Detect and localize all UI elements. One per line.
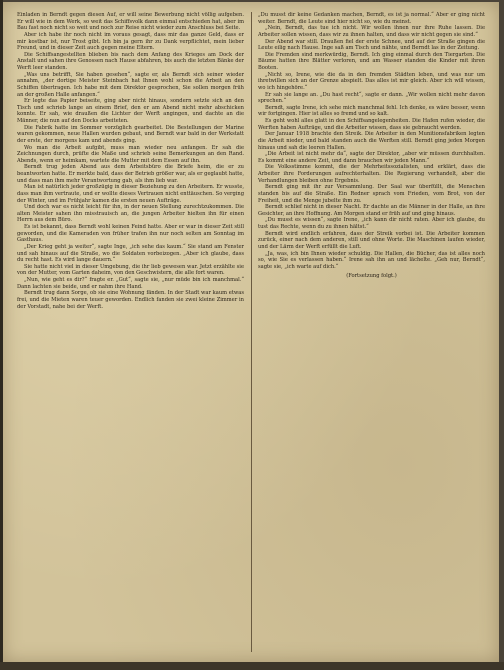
- paragraph: Er legte das Papier beiseite, ging aber nicht hinaus, sondern setzte sich an den Tisch und schrieb lange an einem Brief, den er am Abend nicht mehr abschicken konnte. Er sah, wie draußen die Lichter der Werft angingen, und dachte an die Männer, die nun auf den Docks arbeiteten.: [17, 98, 244, 124]
- paragraph: Man ist natürlich jeder großzügig in dieser Beziehung zu den Arbeitern. Er wusste, dass man ihm vertraute, und er wollte dieses Vertrauen nicht enttäuschen. So verging der Winter, und im Frühjahr kamen die ersten neuen Aufträge.: [17, 184, 244, 204]
- newspaper-page: [3, 2, 499, 662]
- page-bottom-edge: [0, 662, 504, 670]
- paragraph: Sie hatte nicht viel in dieser Umgebung, die ihr lieb gewesen war. Jetzt erzählte sie von der Mutter, vom Garten daheim, von den Geschwistern, die alle fort waren.: [17, 263, 244, 277]
- paragraph: Berndt trug dann Sorge, ob sie eine Wohnung fänden. In der Stadt war kaum etwas frei, und die Mieten waren teuer geworden. Endlich fanden sie zwei kleine Zimmer in der Vorstadt, nahe bei der Werft.: [17, 290, 244, 310]
- paragraph: Die Volksstimme kommt, die der Mehrheitssozialisten, und erklärt, dass die Arbeiter ihre Forderungen aufrechterhalten. Die Regierung verhandelt, aber die Verhandlungen bleiben ohne Ergebnis.: [258, 164, 485, 184]
- paragraph: „Nun, wie geht es dir?“ fragte er. „Gut“, sagte sie, „nur müde bin ich manchmal.“ Dann lachten sie beide, und er nahm ihre Hand.: [17, 277, 244, 290]
- paragraph: Wo man die Arbeit aufgibt, muss man wieder neu anfangen. Er sah die Zeichnungen durch, prüfte die Maße und schrieb seine Bemerkungen an den Rand. Abends, wenn er heimkam, wartete die Mutter mit dem Essen auf ihn.: [17, 144, 244, 164]
- paragraph: Berndt trug jeden Abend aus dem Arbeitsbüro die Briefe heim, die er zu beantworten hatte. Er merkte bald, dass der Betrieb größer war, als er geglaubt hatte, und dass man ihm mehr Verantwortung gab, als ihm lieb war.: [17, 164, 244, 184]
- paragraph: Es geht wohl alles glatt in den Schiffsangelegenheiten. Die Hafen rufen wieder, die Werften haben Aufträge, und die Arbeiter wissen, dass sie gebraucht werden.: [258, 118, 485, 131]
- paragraph: Die Fremden sind merkwürdig, Berndt. Ich ging einmal durch den Tiergarten. Die Bäume hatten ihre Blätter verloren, und am Wasser standen die Kinder mit ihren Booten.: [258, 51, 485, 71]
- paragraph: Aber ich habe ihr noch nicht im voraus gesagt, dass mir das ganze Geld, dass er mir kostbar ist, nur Trost gibt. Ich bin ja gern ihr zu Dank verpflichtet, mein lieber Freund, und in dieser Zeit auch gegen meine Eltern.: [17, 31, 244, 52]
- paragraph: Es ist bekannt, dass Berndt wohl keinen Feind hatte. Aber er war in dieser Zeit still geworden, und die Kameraden von früher trafen ihn nur noch selten am Sonntag im Gasthaus.: [17, 224, 244, 244]
- paragraph: Der Januar 1918 brachte den Streik. Die Arbeiter in den Munitionsfabriken legten die Arbeit nieder, und bald standen auch die Werften still. Berndt ging jeden Morgen hinaus und sah die leeren Hallen.: [258, 131, 485, 151]
- paragraph: Der Abend war still. Draußen fiel der erste Schnee, und auf der Straße gingen die Leute eilig nach Hause. Inge saß am Tisch und nähte, und Berndt las in der Zeitung.: [258, 38, 485, 52]
- paragraph: „Du musst dir keine Gedanken machen, Berndt, es ist ja normal.“ Aber er ging nicht weiter. Berndt, die Leute sind hier nicht so, wie du meinst.: [258, 12, 485, 25]
- paragraph: Und doch war es nicht leicht für ihn, in der neuen Stellung zurechtzukommen. Die alten Meister sahen ihn misstrauisch an, die jungen Arbeiter hielten ihn für einen Herrn aus dem Büro.: [17, 204, 244, 224]
- paragraph: Berndt wird endlich erfahren, dass der Streik vorbei ist. Die Arbeiter kommen zurück, einer nach dem anderen, still und ohne Worte. Die Maschinen laufen wieder, und der Lärm der Werft erfüllt die Luft.: [258, 230, 485, 250]
- paragraph: Berndt schlief nicht in dieser Nacht. Er dachte an die Männer in der Halle, an ihre Gesichter, an ihre Hoffnung. Am Morgen stand er früh auf und ging hinaus.: [258, 204, 485, 217]
- paragraph: „Ja, was, ich bin Ihnen wieder schuldig. Die Hallen, die Bücher, das ist alles noch so, wie Sie es verlassen haben.“ Irene sah ihn an und lächelte. „Geh nur, Berndt“, sagte sie, „ich warte auf dich.“: [258, 250, 485, 270]
- paragraph: Einladen in Berndt gegen diesen Auf, er will seine Bewerbung nicht völlig aufgeben. Er will wie in dem Werk, so weit das Schiffsvolk dann einmal entschieden hat, aber im Bau fast noch nicht so weit und noch zur Reise nicht wieder zum Anschluss bei Seite.: [17, 12, 244, 32]
- paragraph: „Du musst es wissen“, sagte Irene, „ich kann dir nicht raten. Aber ich glaube, du tust das Rechte, wenn du zu ihnen hältst.“: [258, 217, 485, 230]
- continuation-note: (Fortsetzung folgt.): [346, 273, 397, 280]
- paragraph: Er sah sie lange an. „Du hast recht“, sagte er dann. „Wir wollen nicht mehr davon sprechen.“: [258, 91, 485, 105]
- paragraph: „Nein, Berndt, das tue ich nicht. Wir wollen ihnen nur ihre Ruhe lassen. Die Arbeiter sollen wissen, dass wir zu ihnen halten, und dass wir nicht gegen sie sind.“: [258, 25, 485, 38]
- paragraph: Die Schiffsangestellten blieben bis nach dem Anfang des Krieges am Dock der Anstalt und sahen ihre Genossen nach Hause abfahren, bis auch die letzten Bänke der Werft leer standen.: [17, 51, 244, 71]
- column-divider: [251, 12, 252, 652]
- paragraph: Berndt, sagte Irene, ich sehe mich manchmal fehl. Ich denke, es wäre besser, wenn wir fortgingen. Hier ist alles so fremd und so kalt.: [258, 104, 485, 118]
- paragraph: „Der Krieg geht ja weiter“, sagte Inge, „ich sehe das kaum.“ Sie stand am Fenster und sah hinaus auf die Straße, wo die Soldaten vorbeizogen. „Aber ich glaube, dass du recht hast. Es wird lange dauern.“: [17, 243, 244, 264]
- paragraph: Berndt ging mit ihr zur Versammlung. Der Saal war überfüllt, die Menschen standen bis auf die Straße. Ein Redner sprach vom Frieden, vom Brot, von der Freiheit, und die Menge jubelte ihm zu.: [258, 184, 485, 204]
- left-column: [17, 12, 244, 310]
- paragraph: „Nicht so, Irene, wie die da in den fremden Städten leben, und was nur um ihretwillen sich an der Grenze abspielt. Das alles ist mir gleich. Aber ich will wissen, wo ich hingehöre.“: [258, 71, 485, 91]
- paragraph: „Was uns betrifft, Sie haben gesehen“, sagte er, als Berndt sich seiner wieder annahm, „der dortige Meister Steinbach hat Ihnen wohl schon die Arbeit an den Schiffen übertragen. Ich habe mit dem Direktor gesprochen, Sie sollen morgen früh an der großen Halle anfangen.“: [17, 71, 244, 98]
- paragraph: Die Fabrik hatte im Sommer vorzüglich gearbeitet. Die Bestellungen der Marine waren gekommen, neue Hallen wurden gebaut, und Berndt war bald in der Werkstatt der erste, der morgens kam und abends ging.: [17, 124, 244, 144]
- paragraph: „Die Arbeit ist nicht mehr da“, sagte der Direktor, „aber wir müssen durchhalten. Es kommt eine andere Zeit, und dann brauchen wir jeden Mann.“: [258, 151, 485, 164]
- right-column: [258, 12, 485, 280]
